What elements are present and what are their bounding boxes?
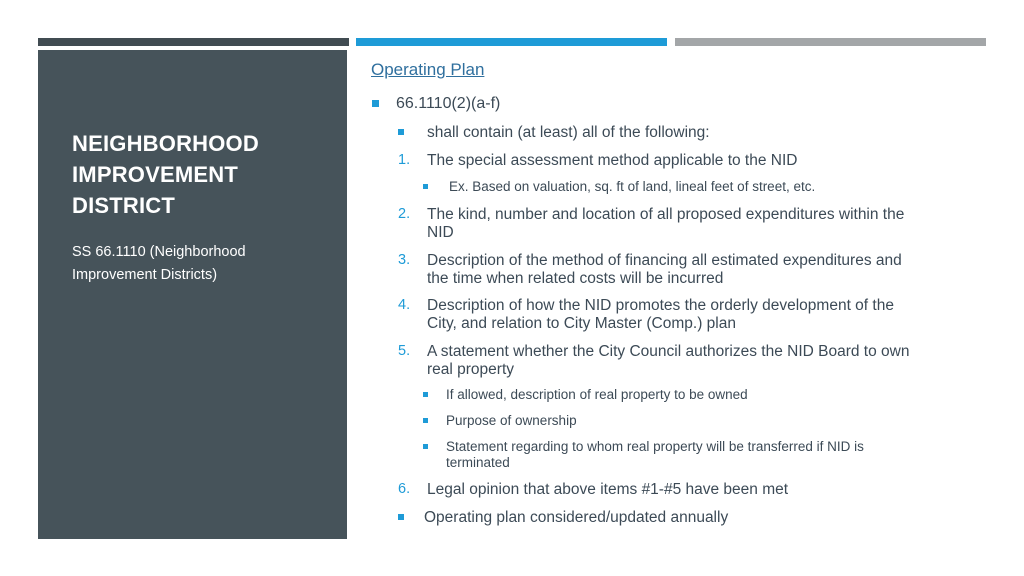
square-bullet-icon (423, 444, 428, 449)
list-item: A statement whether the City Council authorizes the NID Board to own (427, 343, 910, 360)
item-number: 3. (398, 252, 411, 268)
item-number: 6. (398, 481, 411, 497)
square-bullet-icon (372, 100, 379, 107)
list-subitem-continued: terminated (446, 455, 510, 470)
square-bullet-icon (423, 418, 428, 423)
list-item: The kind, number and location of all proposed expenditures within the (427, 206, 905, 223)
subtitle-line: Improvement Districts) (72, 267, 218, 283)
list-subitem: If allowed, description of real property to be owned (446, 387, 748, 402)
section-heading: Operating Plan (371, 60, 485, 79)
list-item: Description of how the NID promotes the orderly development of the (427, 297, 894, 314)
statute-reference: 66.1110(2)(a-f) (396, 95, 501, 112)
subtitle-line: SS 66.1110 (Neighborhood (72, 244, 246, 260)
square-bullet-icon (398, 514, 404, 520)
item-number: 2. (398, 206, 411, 222)
list-item: Legal opinion that above items #1-#5 have been met (427, 481, 789, 498)
list-subitem: Ex. Based on valuation, sq. ft of land, lineal feet of street, etc. (449, 179, 816, 194)
list-item-continued: NID (427, 224, 454, 241)
list-subitem: Purpose of ownership (446, 413, 577, 428)
title-line: DISTRICT (72, 193, 176, 218)
title-line: NEIGHBORHOOD (72, 131, 259, 156)
list-item-continued: the time when related costs will be incurred (427, 270, 724, 287)
intro-text: shall contain (at least) all of the following: (427, 124, 710, 141)
square-bullet-icon (423, 184, 428, 189)
list-item: Description of the method of financing all estimated expenditures and (427, 252, 902, 269)
title-line: IMPROVEMENT (72, 162, 238, 187)
list-item-continued: City, and relation to City Master (Comp.) plan (427, 315, 736, 332)
item-number: 5. (398, 343, 411, 359)
item-number: 1. (398, 152, 411, 168)
square-bullet-icon (398, 129, 404, 135)
list-subitem: Statement regarding to whom real property will be transferred if NID is (446, 439, 864, 454)
list-item: The special assessment method applicable to the NID (427, 152, 798, 169)
square-bullet-icon (423, 392, 428, 397)
item-number: 4. (398, 297, 411, 313)
list-item-continued: real property (427, 361, 515, 378)
closing-text: Operating plan considered/updated annually (424, 509, 729, 526)
